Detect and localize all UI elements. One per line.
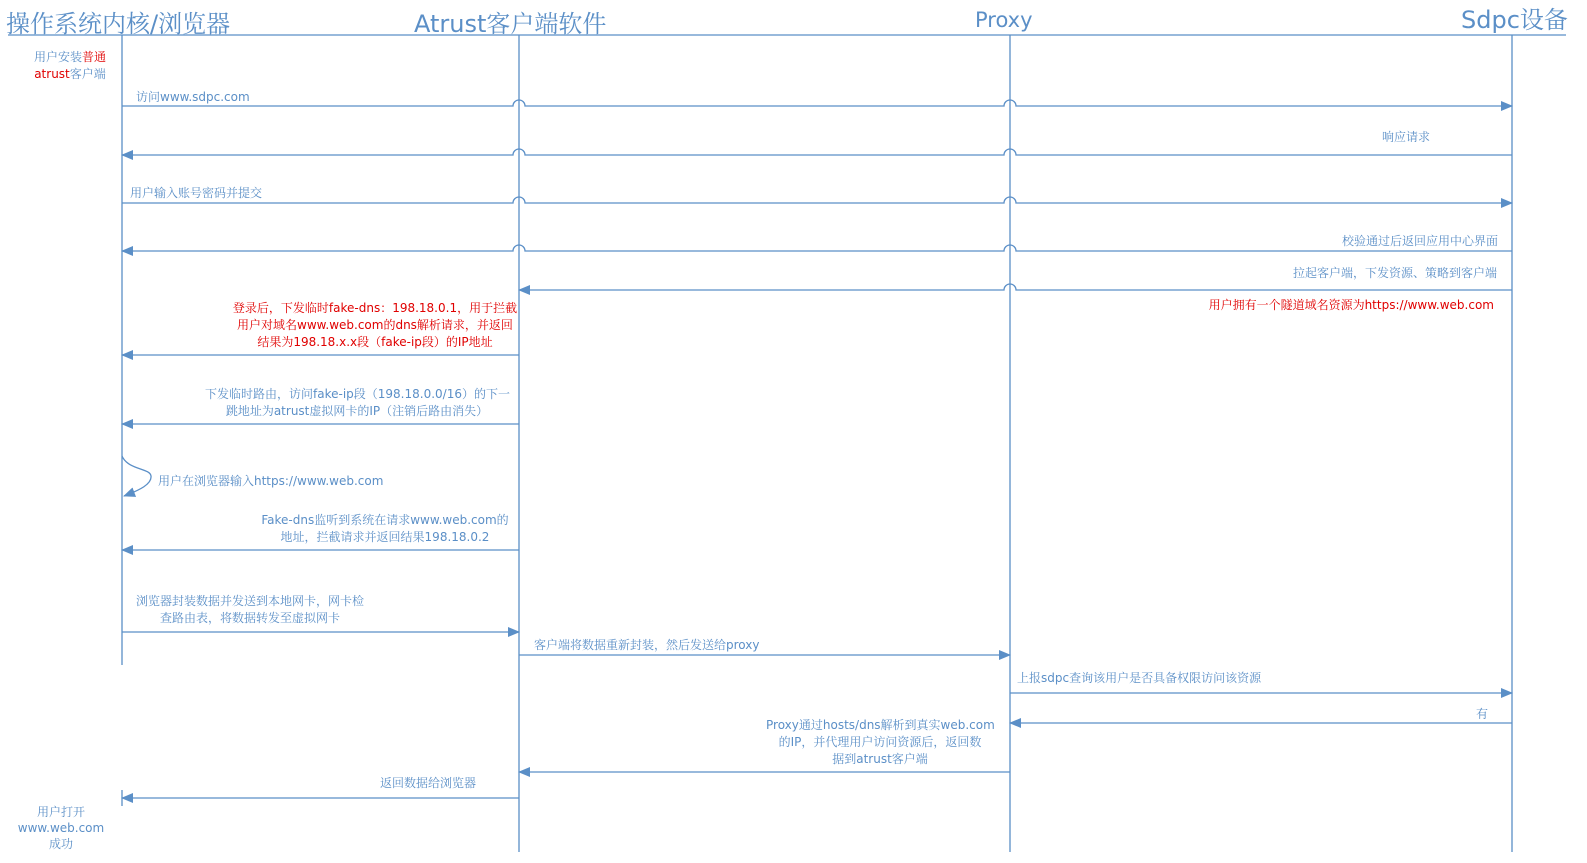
- label-return-to-client-1: Proxy通过hosts/dns解析到真实web.com: [766, 718, 995, 732]
- note-open-2: www.web.com: [17, 821, 105, 835]
- arrow-launch-client: [519, 284, 1512, 290]
- note-open-1: 用户打开: [36, 805, 85, 819]
- label-send-to-proxy: 客户端将数据重新封装，然后发送给proxy: [534, 638, 760, 652]
- label-fake-dns-3: 结果为198.18.x.x段（fake-ip段）的IP地址: [257, 335, 493, 349]
- label-fake-dns-reply: [256, 512, 514, 546]
- label-fake-dns-2: 用户对域名www.web.com的dns解析请求，并返回: [237, 318, 513, 332]
- label-forward-to-vnic: [128, 593, 372, 627]
- label-fake-dns-reply-1: Fake-dns监听到系统在请求www.web.com的: [261, 513, 509, 527]
- label-return-to-client-3: 据到atrust客户端: [832, 752, 928, 766]
- label-return-to-client-2: 的IP，并代理用户访问资源后，返回数: [778, 735, 982, 749]
- label-submit-credentials: 用户输入账号密码并提交: [130, 186, 263, 200]
- label-browser-input: 用户在浏览器输入https://www.web.com: [158, 474, 384, 488]
- label-launch-client: 拉起客户端，下发资源、策略到客户端: [1292, 266, 1497, 280]
- arrow-response: [122, 149, 1512, 155]
- label-fake-dns-reply-2: 地址，拦截请求并返回结果198.18.0.2: [280, 530, 490, 544]
- note-install-pre: 用户安装: [33, 50, 82, 64]
- label-tunnel-resource: 用户拥有一个隧道域名资源为https://www.web.com: [1208, 298, 1494, 312]
- label-forward-to-vnic-2: 查路由表，将数据转发至虚拟网卡: [159, 611, 340, 625]
- label-forward-to-vnic-1: 浏览器封装数据并发送到本地网卡，网卡检: [135, 594, 364, 608]
- label-permission-yes: 有: [1476, 707, 1489, 721]
- label-return-to-browser: 返回数据给浏览器: [380, 776, 477, 790]
- header-sdpc: Sdpc设备: [1461, 6, 1568, 34]
- label-fake-dns: [232, 300, 518, 351]
- header-os: 操作系统内核/浏览器: [6, 10, 231, 38]
- label-app-center: 校验通过后返回应用中心界面: [1341, 234, 1498, 248]
- arrow-visit-sdpc: [122, 100, 1512, 106]
- arrow-submit-credentials: [122, 197, 1512, 203]
- label-temp-route: [205, 386, 509, 420]
- label-visit-sdpc: 访问www.sdpc.com: [136, 90, 250, 104]
- label-fake-dns-1: 登录后，下发临时fake-dns：198.18.0.1，用于拦截: [232, 301, 518, 315]
- note-install-post: 客户端: [69, 67, 106, 81]
- arrow-browser-input: [122, 456, 151, 496]
- note-install-highlight-2: atrust: [34, 67, 70, 81]
- note-open-3: 成功: [48, 837, 73, 851]
- header-client: Atrust客户端软件: [414, 10, 607, 38]
- note-install-highlight: 普通: [82, 50, 107, 64]
- label-temp-route-1: 下发临时路由，访问fake-ip段（198.18.0.0/16）的下一: [205, 387, 510, 401]
- note-install: [22, 49, 118, 83]
- label-check-permission: 上报sdpc查询该用户是否具备权限访问该资源: [1017, 671, 1262, 685]
- label-temp-route-2: 跳地址为atrust虚拟网卡的IP（注销后路由消失）: [225, 404, 489, 418]
- label-return-to-client: [766, 717, 994, 768]
- header-proxy: Proxy: [975, 8, 1033, 32]
- note-open-success: [12, 804, 110, 852]
- label-response: 响应请求: [1382, 130, 1431, 144]
